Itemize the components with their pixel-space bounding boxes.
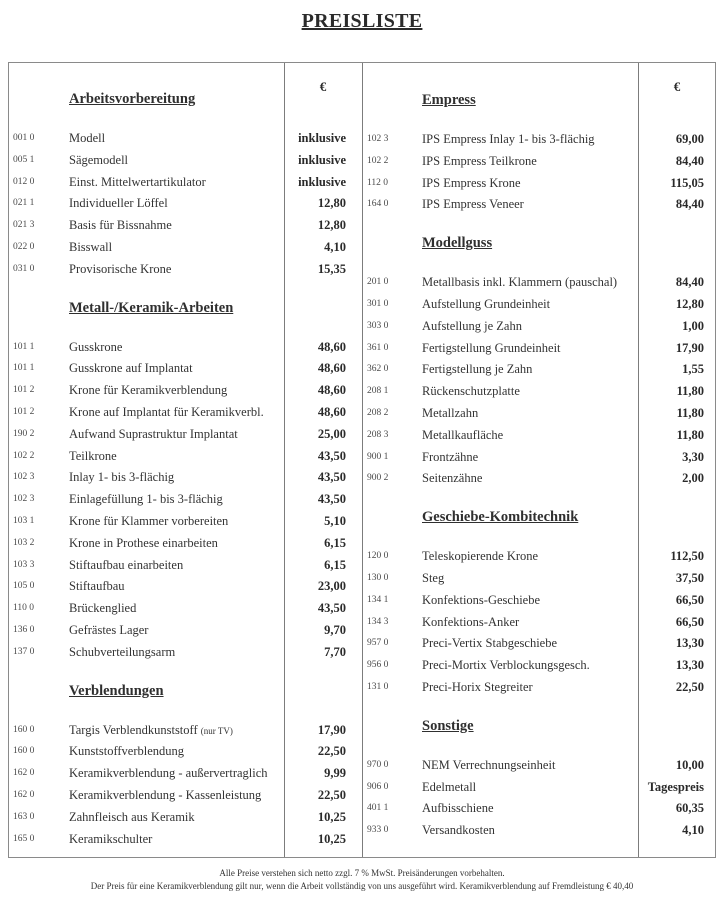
item-description: [422, 568, 444, 588]
price-row: [13, 259, 358, 279]
item-price: 48,60: [317, 383, 346, 398]
item-code: 012 0: [13, 176, 35, 187]
item-price: 43,50: [317, 601, 346, 616]
item-description-text: Basis für Bissnahme: [69, 218, 172, 233]
item-description: [69, 237, 112, 257]
price-row: [13, 128, 358, 148]
item-description-text: Preci-Vertix Stabgeschiebe: [422, 636, 558, 651]
price-row: [13, 807, 358, 827]
item-description-text: Edelmetall: [422, 779, 477, 794]
item-price: 15,35: [317, 261, 346, 276]
section-heading: Geschiebe-Kombitechnik: [422, 509, 579, 526]
item-description: [69, 620, 148, 640]
item-description-text: Stiftaufbau: [69, 579, 125, 594]
item-price: inklusive: [298, 174, 346, 189]
item-code: 131 0: [367, 682, 389, 692]
item-description-text: Fertigstellung Grundeinheit: [422, 340, 561, 355]
item-description-text: Seitenzähne: [422, 471, 483, 486]
item-description-text: Krone für Keramikverblendung: [69, 383, 228, 398]
price-row: [13, 555, 358, 575]
price-row: [367, 777, 712, 797]
item-description-text: Aufstellung Grundeinheit: [422, 297, 551, 311]
price-row: [367, 677, 712, 697]
item-description-text: Provisorische Krone: [69, 261, 172, 276]
price-row: [367, 316, 712, 336]
item-price: 23,00: [317, 579, 346, 594]
item-description: [69, 424, 238, 444]
item-note: (nur TV): [200, 725, 233, 736]
item-description-text: Steg: [422, 571, 445, 585]
item-description: [69, 193, 168, 213]
item-price: 6,15: [324, 535, 346, 550]
item-description-text: Keramikverblendung - Kassenleistung: [69, 788, 262, 802]
item-price: 69,00: [675, 132, 704, 146]
item-description: [69, 807, 195, 827]
price-row: [367, 655, 712, 675]
item-code: 102 3: [13, 472, 35, 483]
item-description: [69, 785, 261, 805]
item-description-text: Metallzahn: [422, 406, 479, 420]
item-description: [422, 655, 590, 675]
item-description-text: Krone in Prothese einarbeiten: [69, 535, 218, 550]
price-row: [13, 424, 358, 444]
price-row: [367, 359, 712, 379]
item-description-text: Inlay 1- bis 3-flächig: [69, 470, 175, 485]
item-code: 102 2: [13, 450, 35, 461]
item-description-text: IPS Empress Inlay 1- bis 3-flächig: [422, 132, 595, 146]
item-price: 1,55: [682, 362, 704, 377]
price-row: [367, 338, 712, 358]
item-description: [69, 446, 117, 466]
item-description: [422, 755, 555, 775]
item-price: 1,00: [682, 318, 704, 333]
item-price: 25,00: [317, 426, 346, 441]
item-description-text: NEM Verrechnungseinheit: [422, 757, 556, 772]
item-price: 4,10: [324, 240, 346, 254]
item-price: 9,99: [324, 766, 346, 781]
item-price: 10,00: [675, 757, 704, 772]
item-code: 101 2: [13, 385, 35, 396]
item-price: 7,70: [324, 644, 346, 659]
item-description-text: IPS Empress Teilkrone: [422, 153, 537, 168]
price-row: [13, 720, 358, 740]
item-description: [69, 380, 227, 400]
item-description: [69, 215, 172, 235]
price-row: [367, 173, 712, 193]
item-price: 115,05: [670, 175, 704, 190]
item-code: 102 2: [367, 155, 389, 166]
item-description: [422, 820, 495, 840]
item-price: 43,50: [317, 492, 346, 507]
item-description: [422, 403, 478, 423]
item-price: 12,80: [675, 297, 704, 311]
item-code: 103 1: [13, 516, 35, 526]
item-code: 301 0: [367, 299, 389, 309]
price-row: [367, 820, 712, 840]
item-description-text: IPS Empress Veneer: [422, 197, 524, 212]
item-code: 031 0: [13, 263, 35, 274]
item-price: 60,35: [675, 801, 704, 816]
price-row: [13, 358, 358, 378]
item-code: 160 0: [13, 724, 35, 735]
item-price: 10,25: [317, 809, 346, 824]
item-description: [69, 402, 264, 422]
item-code: 162 0: [13, 768, 35, 779]
item-price: inklusive: [298, 131, 346, 145]
price-row: [367, 568, 712, 588]
item-code: 190 2: [13, 428, 35, 439]
item-code: 102 3: [367, 134, 389, 144]
item-description: [422, 677, 533, 697]
price-row: [13, 620, 358, 640]
item-price: 11,80: [676, 406, 704, 420]
item-description-text: Konfektions-Anker: [422, 614, 520, 629]
page-title: PREISLISTE: [301, 10, 423, 32]
item-price: 11,80: [676, 384, 704, 399]
item-price: 84,40: [675, 153, 704, 168]
item-price: 22,50: [675, 680, 704, 694]
price-row: [367, 590, 712, 610]
price-row: [13, 172, 358, 192]
item-price: 6,15: [324, 557, 346, 572]
price-row: [13, 511, 358, 531]
item-description: [422, 151, 537, 171]
item-code: 130 0: [367, 573, 389, 583]
price-row: [13, 829, 358, 849]
item-description-text: Konfektions-Geschiebe: [422, 592, 541, 607]
price-row: [13, 380, 358, 400]
item-code: 112 0: [367, 177, 389, 188]
price-row: [367, 272, 712, 292]
footer-vat-note: Alle Preise verstehen sich netto zzgl. 7 % MwSt. Preisänderungen vorbehalten.: [219, 868, 505, 878]
item-code: 134 3: [367, 616, 389, 627]
item-description-text: Preci-Horix Stegreiter: [422, 680, 533, 694]
price-row: [13, 598, 358, 618]
price-row: [13, 741, 358, 761]
item-description: [69, 358, 193, 378]
item-price: 13,30: [675, 658, 704, 673]
item-description-text: Sägemodell: [69, 152, 129, 167]
item-code: 164 0: [367, 199, 389, 210]
item-price: 22,50: [317, 744, 346, 759]
price-row: [13, 446, 358, 466]
item-price: 112,50: [670, 549, 704, 564]
item-description: [422, 294, 550, 314]
price-row: [367, 129, 712, 149]
item-code: 956 0: [367, 660, 389, 671]
item-description-text: Stiftaufbau einarbeiten: [69, 557, 184, 572]
item-description-text: Bisswall: [69, 240, 113, 254]
item-price: 4,10: [682, 823, 704, 838]
item-description: [69, 172, 206, 192]
item-price: Tagespreis: [647, 779, 704, 794]
price-row: [367, 425, 712, 445]
item-price: 12,80: [317, 196, 346, 211]
item-description: [69, 642, 175, 662]
item-description: [69, 511, 228, 531]
price-row: [13, 763, 358, 783]
item-description-text: Individueller Löffel: [69, 196, 168, 211]
item-description-text: Versandkosten: [422, 823, 495, 838]
item-code: 120 0: [367, 551, 389, 562]
item-price: 48,60: [317, 361, 346, 376]
item-code: 021 3: [13, 220, 35, 231]
item-description-text: Schubverteilungsarm: [69, 644, 176, 659]
item-description-text: Aufwand Suprastruktur Implantat: [69, 426, 238, 441]
item-description-text: IPS Empress Krone: [422, 175, 521, 190]
item-description: [422, 272, 617, 292]
item-description-text: Gusskrone auf Implantat: [69, 361, 193, 376]
item-description: [69, 489, 223, 509]
item-description-text: Krone für Klammer vorbereiten: [69, 514, 229, 528]
item-code: 160 0: [13, 746, 35, 757]
price-row: [13, 193, 358, 213]
price-row: [13, 337, 358, 357]
item-code: 110 0: [13, 603, 35, 614]
currency-header-left: €: [319, 79, 327, 94]
item-description: [69, 555, 183, 575]
item-description-text: Frontzähne: [422, 449, 479, 464]
item-code: 362 0: [367, 364, 389, 375]
item-code: 101 1: [13, 341, 35, 352]
price-row: [13, 402, 358, 422]
price-row: [13, 785, 358, 805]
section-heading: Verblendungen: [69, 682, 164, 699]
item-description-text: Fertigstellung je Zahn: [422, 362, 533, 377]
section-heading: Sonstige: [422, 717, 474, 734]
item-description-text: Teleskopierende Krone: [422, 549, 539, 564]
item-description-text: Aufstellung je Zahn: [422, 318, 522, 333]
item-code: 933 0: [367, 825, 389, 836]
item-description: [69, 720, 233, 741]
price-row: [367, 294, 712, 314]
item-description-text: Rückenschutzplatte: [422, 384, 520, 399]
item-description: [422, 194, 524, 214]
price-row: [367, 633, 712, 653]
item-description: [422, 359, 532, 379]
item-description-text: Einst. Mittelwertartikulator: [69, 174, 206, 189]
section-heading: Arbeitsvorbereitung: [69, 91, 196, 107]
item-description-text: Metallbasis inkl. Klammern (pauschal): [422, 275, 618, 290]
item-code: 303 0: [367, 320, 389, 331]
item-price: 48,60: [317, 339, 346, 354]
item-code: 134 1: [367, 594, 389, 605]
item-code: 101 1: [13, 363, 35, 374]
item-description: [422, 546, 538, 566]
item-code: 136 0: [13, 625, 35, 635]
price-row: [367, 403, 712, 423]
item-description: [422, 338, 561, 358]
price-row: [367, 546, 712, 566]
item-code: 103 3: [13, 559, 35, 570]
item-price: 11,80: [676, 427, 704, 442]
item-description: [69, 150, 128, 170]
item-description: [69, 576, 125, 596]
item-code: 021 1: [13, 198, 35, 209]
item-price: 3,30: [682, 449, 704, 464]
item-price: 43,50: [317, 448, 346, 463]
item-description-text: Keramikschulter: [69, 831, 153, 846]
item-description-text: Krone auf Implantat für Keramikverbl.: [69, 405, 264, 419]
item-description-text: Targis Verblendkunststoff: [69, 722, 198, 737]
item-code: 102 3: [13, 494, 35, 505]
price-row: [13, 576, 358, 596]
section-heading: Modellguss: [422, 235, 493, 252]
item-price: 48,60: [317, 405, 346, 419]
item-description: [69, 128, 105, 148]
item-price: 84,40: [675, 275, 704, 290]
item-price: 84,40: [675, 197, 704, 212]
item-code: 970 0: [367, 759, 389, 770]
item-description-text: Brückenglied: [69, 601, 137, 616]
item-code: 208 3: [367, 429, 389, 440]
price-row: [367, 798, 712, 818]
price-row: [367, 755, 712, 775]
item-description-text: Teilkrone: [69, 448, 117, 463]
item-price: 10,25: [317, 831, 346, 846]
item-price: 17,90: [675, 340, 704, 355]
item-description: [422, 468, 482, 488]
item-price: 22,50: [317, 788, 346, 802]
price-row: [13, 533, 358, 553]
item-code: 022 0: [13, 242, 35, 252]
item-code: 137 0: [13, 646, 35, 657]
price-row: [367, 612, 712, 632]
item-code: 401 1: [367, 803, 389, 814]
item-price: 37,50: [675, 571, 704, 585]
item-price: 17,90: [317, 722, 346, 737]
item-description: [422, 381, 520, 401]
item-description-text: Einlagefüllung 1- bis 3-flächig: [69, 492, 223, 507]
item-description-text: Aufbisschiene: [422, 801, 494, 816]
price-table: [8, 62, 716, 858]
item-code: 101 2: [13, 407, 35, 417]
item-description-text: Metallkaufläche: [422, 427, 504, 442]
item-description-text: Modell: [69, 131, 106, 145]
item-price: 66,50: [675, 614, 704, 629]
item-code: 361 0: [367, 342, 389, 353]
item-description: [422, 798, 494, 818]
item-description: [422, 633, 557, 653]
section-heading: Metall-/Keramik-Arbeiten: [69, 299, 234, 316]
item-code: 957 0: [367, 638, 389, 649]
item-code: 208 2: [367, 408, 389, 418]
item-code: 005 1: [13, 154, 35, 165]
column-divider: [362, 63, 363, 857]
item-description: [422, 612, 519, 632]
item-code: 201 0: [367, 277, 389, 288]
item-description: [422, 173, 521, 193]
item-description: [69, 337, 122, 357]
item-description-text: Kunststoffverblendung: [69, 744, 185, 759]
price-row: [367, 151, 712, 171]
footer-ceramic-note: Der Preis für eine Keramikverblendung gilt nur, wenn die Arbeit vollständig von uns ausgeführt wird. Keramikverblendung auf Fremdleistung € 40,40: [90, 881, 634, 891]
item-code: 900 1: [367, 451, 389, 462]
item-code: 900 2: [367, 473, 389, 484]
item-description-text: Zahnfleisch aus Keramik: [69, 809, 195, 824]
item-code: 208 1: [367, 386, 389, 397]
item-code: 162 0: [13, 790, 35, 800]
item-description: [422, 777, 476, 797]
item-description: [69, 829, 152, 849]
item-description: [69, 467, 174, 487]
item-description: [422, 447, 478, 467]
item-description-text: Gefrästes Lager: [69, 623, 149, 637]
price-row: [13, 215, 358, 235]
item-description: [69, 763, 268, 783]
price-row: [367, 468, 712, 488]
price-row: [367, 447, 712, 467]
item-description: [422, 129, 595, 149]
item-price: inklusive: [298, 152, 346, 167]
price-row: [13, 642, 358, 662]
price-row: [13, 489, 358, 509]
item-description: [69, 533, 218, 553]
item-code: 001 0: [13, 133, 35, 143]
price-row: [367, 194, 712, 214]
item-price: 5,10: [324, 514, 346, 528]
item-code: 103 2: [13, 537, 35, 548]
price-row: [13, 237, 358, 257]
item-code: 906 0: [367, 781, 389, 792]
item-description: [69, 259, 171, 279]
item-description-text: Gusskrone: [69, 339, 123, 354]
price-row: [367, 381, 712, 401]
item-code: 165 0: [13, 833, 35, 844]
section-heading: Empress: [422, 92, 476, 108]
price-row: [13, 150, 358, 170]
item-description: [69, 741, 184, 761]
item-description: [422, 590, 540, 610]
item-description: [69, 598, 136, 618]
item-description: [422, 425, 503, 445]
item-price: 2,00: [682, 471, 704, 486]
price-row: [13, 467, 358, 487]
item-price: 13,30: [675, 636, 704, 651]
item-price: 12,80: [317, 218, 346, 233]
currency-header-right: €: [673, 79, 681, 94]
item-price: 66,50: [675, 592, 704, 607]
item-price: 9,70: [324, 623, 346, 637]
item-price: 43,50: [317, 470, 346, 485]
item-code: 163 0: [13, 811, 35, 822]
item-description-text: Keramikverblendung - außervertraglich: [69, 766, 268, 781]
item-description-text: Preci-Mortix Verblockungsgesch.: [422, 658, 590, 673]
item-description: [422, 316, 522, 336]
item-code: 105 0: [13, 581, 35, 592]
